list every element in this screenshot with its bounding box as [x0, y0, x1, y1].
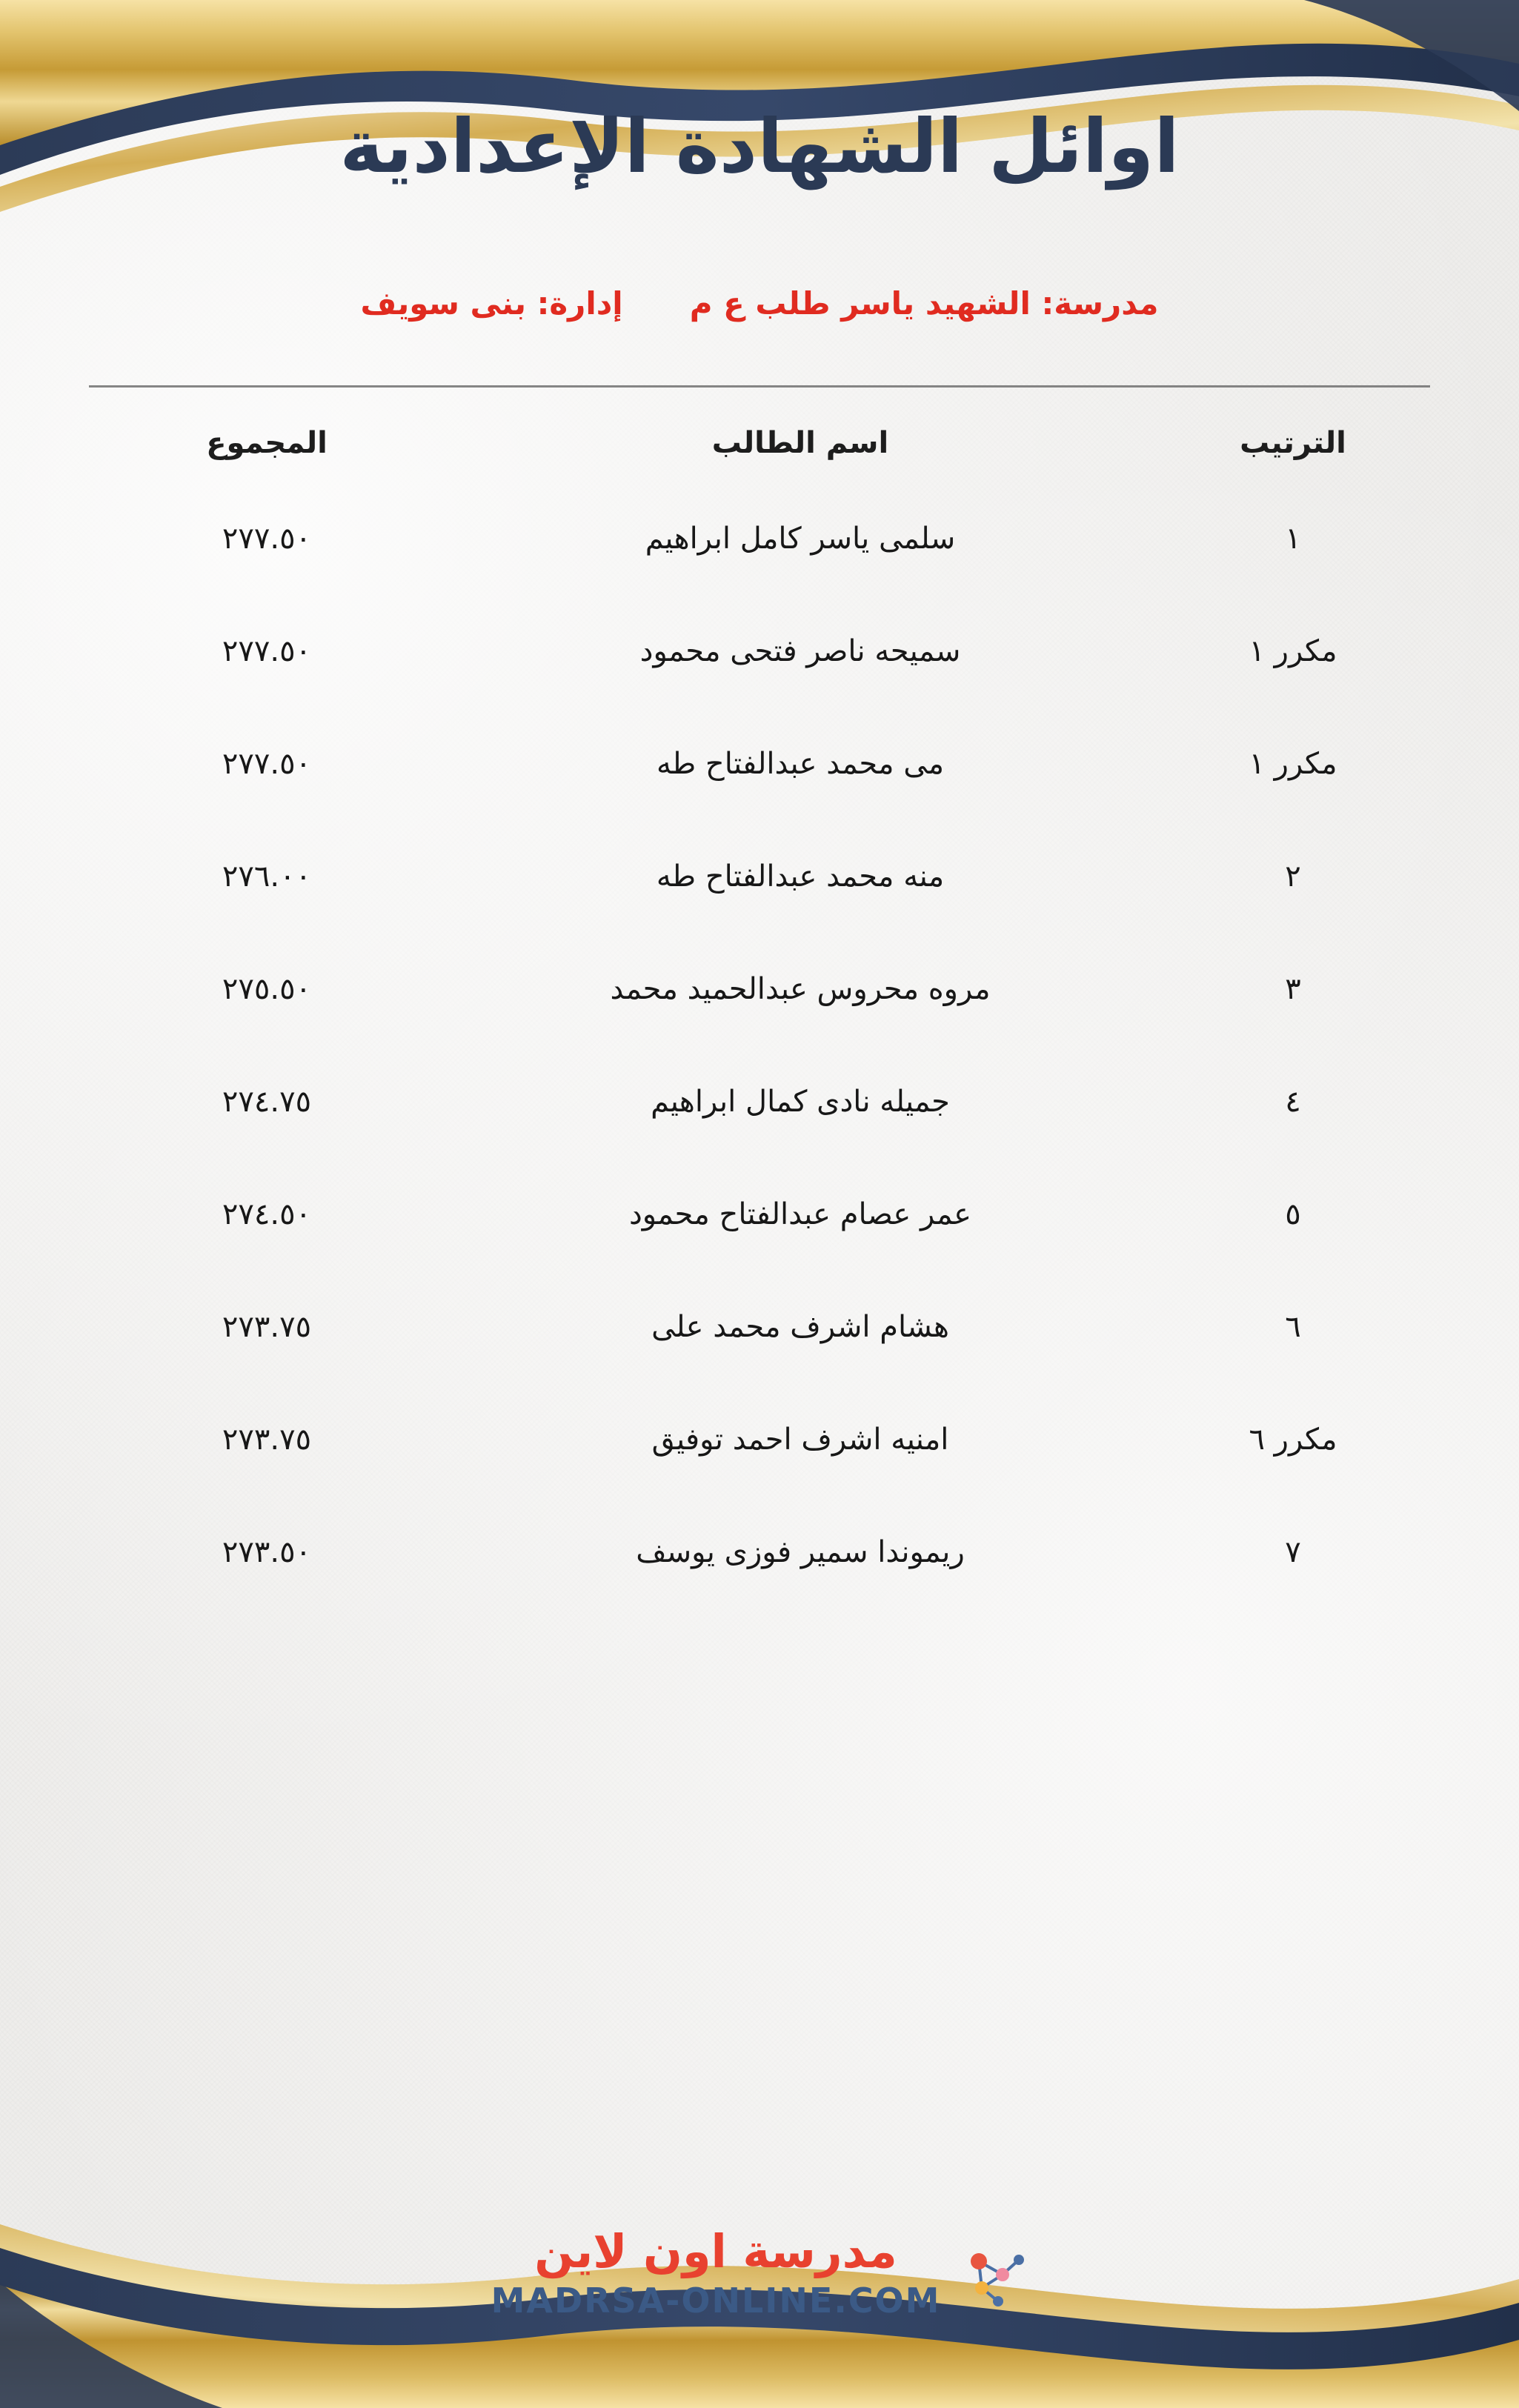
page-title: اوائل الشهادة الإعدادية	[339, 103, 1180, 190]
header-name: اسم الطالب	[711, 426, 889, 460]
table-row	[67, 595, 1452, 708]
table-row	[67, 1158, 1452, 1271]
footer-brand	[0, 2224, 1519, 2321]
brand-url-label: MADRSA-ONLINE.COM	[491, 2281, 941, 2321]
table-header-row	[67, 388, 1452, 482]
cell-total: ٢٧٤.٥٠	[222, 1197, 312, 1231]
cell-name: مروه محروس عبدالحميد محمد	[610, 972, 991, 1006]
cell-total: ٢٧٧.٥٠	[222, 522, 312, 556]
cell-rank: مكرر ٦	[1249, 1423, 1337, 1457]
cell-total: ٢٧٥.٥٠	[222, 972, 312, 1006]
cell-name: عمر عصام عبدالفتاح محمود	[628, 1197, 972, 1231]
table-row	[67, 1496, 1452, 1609]
cell-rank: ٥	[1285, 1197, 1301, 1231]
subheader	[0, 285, 1519, 322]
table-row	[67, 708, 1452, 820]
cell-rank: ٦	[1285, 1310, 1301, 1344]
ranking-table-container	[67, 385, 1452, 1609]
table-row	[67, 933, 1452, 1045]
cell-total: ٢٧٤.٧٥	[222, 1085, 312, 1119]
school-label: مدرسة: الشهيد ياسر طلب ع م	[689, 285, 1159, 322]
cell-rank: ٧	[1285, 1535, 1301, 1569]
ranking-table	[67, 388, 1452, 1609]
cell-name: جميله نادى كمال ابراهيم	[651, 1085, 950, 1119]
cell-total: ٢٧٣.٥٠	[222, 1535, 312, 1569]
brand-arabic-label: مدرسة اون لاين	[534, 2224, 897, 2278]
cell-rank: ٢	[1285, 859, 1301, 894]
molecule-icon	[957, 2239, 1028, 2310]
cell-name: ريموندا سمير فوزى يوسف	[636, 1535, 965, 1569]
cell-total: ٢٧٣.٧٥	[222, 1310, 312, 1344]
cell-name: امنيه اشرف احمد توفيق	[651, 1423, 949, 1457]
table-row	[67, 1271, 1452, 1383]
table-row	[67, 1045, 1452, 1158]
header-rank: الترتيب	[1240, 426, 1346, 460]
cell-total: ٢٧٣.٧٥	[222, 1423, 312, 1457]
cell-rank: ٣	[1285, 972, 1301, 1006]
header-total: المجموع	[206, 426, 328, 460]
cell-name: منه محمد عبدالفتاح طه	[656, 859, 945, 894]
cell-name: سلمى ياسر كامل ابراهيم	[645, 522, 956, 556]
table-row	[67, 482, 1452, 595]
cell-name: سميحه ناصر فتحى محمود	[639, 634, 961, 668]
cell-rank: مكرر ١	[1249, 747, 1337, 781]
cell-total: ٢٧٦.٠٠	[222, 859, 312, 894]
table-row	[67, 1383, 1452, 1496]
administration-label: إدارة: بنى سويف	[360, 285, 623, 322]
table-row	[67, 820, 1452, 933]
table-top-divider	[89, 385, 1430, 388]
cell-rank: ٤	[1285, 1085, 1301, 1119]
cell-name: مى محمد عبدالفتاح طه	[656, 747, 945, 781]
cell-name: هشام اشرف محمد على	[651, 1310, 949, 1344]
page-header	[0, 104, 1519, 189]
cell-rank: مكرر ١	[1249, 634, 1337, 668]
cell-total: ٢٧٧.٥٠	[222, 634, 312, 668]
cell-rank: ١	[1285, 522, 1301, 556]
cell-total: ٢٧٧.٥٠	[222, 747, 312, 781]
